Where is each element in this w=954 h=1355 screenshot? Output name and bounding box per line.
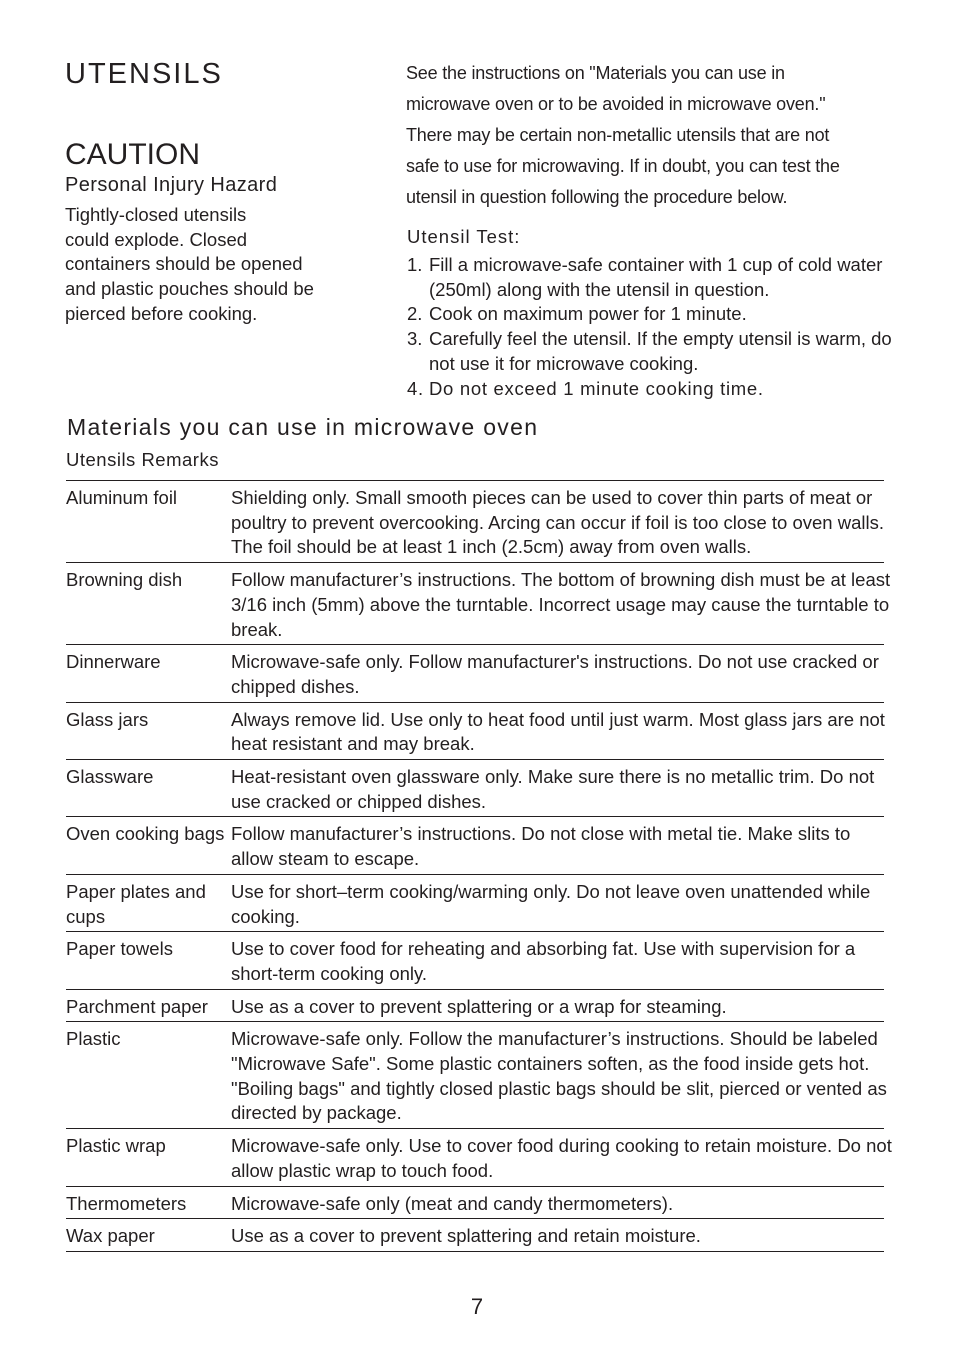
materials-heading: Materials you can use in microwave oven: [67, 414, 539, 440]
utensil-name: Paper plates and cups: [66, 880, 206, 927]
utensil-remark: Use as a cover to prevent splattering and retain moisture.: [231, 1225, 701, 1247]
utensil-name: Aluminum foil: [66, 487, 178, 508]
utensil-remark: Heat-resistant oven glassware only. Make sure there is no metallic trim. Do not use cracked or chipped dishes.: [231, 766, 875, 812]
utensil-name: Plastic: [66, 1028, 121, 1050]
step-text: Carefully feel the utensil. If the empty utensil is warm, do not use it for microwave cooking.: [429, 328, 892, 374]
utensil-remark: Use to cover food for reheating and absorbing fat. Use with supervision for a short-term cooking only.: [231, 938, 856, 984]
utensil-name: Browning dish: [66, 569, 183, 591]
step-number: 2.: [407, 303, 423, 325]
test-step: [407, 377, 897, 402]
intro-line: microwave oven or to be avoided in microwave oven.": [406, 94, 826, 114]
utensil-remark: Use for short–term cooking/warming only. Do not leave oven unattended while cooking.: [231, 880, 871, 927]
utensil-name: Thermometers: [66, 1192, 187, 1214]
test-step: [407, 327, 897, 376]
caution-line: pierced before cooking.: [65, 302, 258, 324]
test-step: [407, 302, 897, 327]
step-text: Do not exceed 1 minute cooking time.: [429, 377, 764, 399]
utensil-name: Paper towels: [66, 938, 173, 960]
utensil-remark: Shielding only. Small smooth pieces can be used to cover thin parts of meat or poultry to prevent overcooking. Arcing can occur if foil is too close to oven walls. The foil should be at least 1 inch (2.5cm) away from oven walls.: [231, 487, 884, 558]
utensil-test-steps: [407, 253, 897, 401]
utensil-remark: Follow manufacturer’s instructions. Do not close with metal tie. Make slits to allow steam to escape.: [231, 823, 851, 870]
caution-line: Tightly-closed utensils: [65, 204, 247, 225]
page-number: 7: [470, 1294, 484, 1319]
caution-heading: CAUTION: [65, 138, 200, 171]
utensil-test-heading: Utensil Test:: [407, 226, 521, 247]
table-row: [66, 703, 884, 760]
table-row: [66, 563, 891, 645]
intro-line: safe to use for microwaving. If in doubt, you can test the: [406, 156, 840, 176]
caution-subheading: Personal Injury Hazard: [65, 174, 278, 196]
utensil-remark: Always remove lid. Use only to heat food until just warm. Most glass jars are not heat resistant and may break.: [231, 708, 885, 755]
utensil-remark: Follow manufacturer’s instructions. The bottom of browning dish must be at least 3/16 inch (5mm) above the turntable. Incorrect usage may cause the turntable to break.: [231, 569, 891, 640]
utensil-remark: Microwave-safe only (meat and candy thermometers).: [231, 1192, 674, 1214]
intro-line: See the instructions on "Materials you can use in: [406, 63, 785, 83]
table-row: [66, 932, 884, 989]
utensil-name: Wax paper: [66, 1225, 155, 1247]
table-row: [66, 481, 884, 563]
utensil-name: Plastic wrap: [66, 1135, 166, 1157]
utensil-name: Parchment paper: [66, 995, 208, 1017]
table-row: [66, 1187, 884, 1220]
caution-line: could explode. Closed: [65, 228, 248, 250]
table-row: [66, 817, 884, 874]
table-row: [66, 760, 884, 817]
step-text: Fill a microwave-safe container with 1 cup of cold water (250ml) along with the utensil in question.: [429, 254, 883, 300]
utensil-remark: Microwave-safe only. Follow the manufacturer’s instructions. Should be labeled "Microwave Safe". Some plastic containers soften, as the food inside gets hot. "Boiling bags" and tightly closed plastic bags should be slit, pierced or vented as directed by package.: [231, 1028, 887, 1124]
page-title: UTENSILS: [65, 58, 223, 90]
caution-text: [65, 203, 365, 327]
intro-paragraph: [406, 58, 896, 213]
utensil-name: Glass jars: [66, 708, 149, 730]
step-number: 1.: [407, 254, 423, 275]
table-row: [66, 1129, 892, 1186]
step-number: 3.: [407, 328, 423, 350]
utensil-remark: Microwave-safe only. Use to cover food during cooking to retain moisture. Do not allow plastic wrap to touch food.: [231, 1135, 892, 1181]
utensil-name: Oven cooking bags: [66, 823, 225, 845]
test-step: [407, 253, 897, 302]
table-row: [66, 1022, 887, 1129]
materials-table: [66, 480, 892, 1252]
utensil-name: Glassware: [66, 766, 154, 788]
step-text: Cook on maximum power for 1 minute.: [429, 303, 747, 325]
step-number: 4.: [407, 377, 424, 399]
utensil-remark: Use as a cover to prevent splattering or a wrap for steaming.: [231, 995, 727, 1017]
utensil-name: Dinnerware: [66, 651, 161, 673]
table-row: [66, 990, 884, 1023]
table-row: [66, 875, 884, 932]
caution-line: containers should be opened: [65, 253, 303, 275]
intro-line: utensil in question following the procedure below.: [406, 187, 788, 207]
intro-line: There may be certain non-metallic utensils that are not: [406, 125, 830, 145]
utensil-remark: Microwave-safe only. Follow manufacturer's instructions. Do not use cracked or chipped dishes.: [231, 651, 879, 697]
table-row: [66, 1219, 884, 1252]
table-header: Utensils Remarks: [66, 449, 219, 470]
table-row: [66, 645, 884, 702]
caution-line: and plastic pouches should be: [65, 278, 314, 300]
